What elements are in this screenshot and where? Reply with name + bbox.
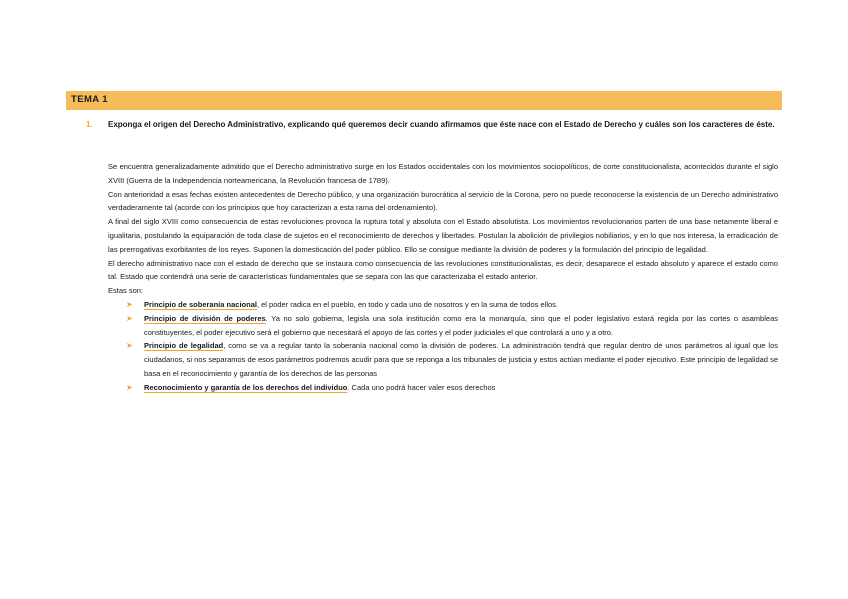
principle-term: Principio de división de poderes [144, 313, 266, 323]
answer-paragraph: Estas son: [108, 286, 144, 296]
arrow-right-icon: ➤ [126, 313, 133, 323]
principle-term: Principio de soberanía nacional [144, 299, 257, 309]
arrow-right-icon: ➤ [126, 299, 133, 309]
list-item [126, 312, 778, 340]
answer-paragraph: A final del siglo XVIII como consecuencia de estas revoluciones provoca la ruptura total y absoluta con el Estado absolutista. Los movimientos revolucionarios parten de una base netamente liberal e igualitaria, postulando la equiparación de toda clase de sujetos en el reconocimiento de derechos y libertades. Postulan la abolición de privilegios nobiliarios, y en lo que nos interesa, la erradicación de las prerrogativas exorbitantes de los reyes. Suponen la domesticación del poder público. Ello se consigue mediante la división de poderes y la formulación del principio de legalidad. [108, 217, 778, 254]
principle-term: Principio de legalidad [144, 341, 224, 351]
answer-paragraph: El derecho administrativo nace con el estado de derecho que se instaura como consecuencia de las revoluciones constitucionalistas, es decir, desaparece el estado absoluto y aparece el estado como tal. Estado que contendrá una serie de características fundamentales que se separa con las que caracterizaba el estado anterior. [108, 258, 778, 282]
answer-paragraph: Con anterioridad a esas fechas existen antecedentes de Derecho público, y una organización burocrática al servicio de la Corona, pero no puede reconocerse la existencia de un Derecho administrativo verdaderamente tal (acorde con los principios que hoy caracterizan a esta rama del ordenamiento). [108, 189, 778, 213]
arrow-right-icon: ➤ [126, 382, 133, 392]
list-item [126, 381, 778, 395]
arrow-right-icon: ➤ [126, 341, 133, 351]
question-text: Exponga el origen del Derecho Administrativo, explicando qué queremos decir cuando afirmamos que éste nace con el Estado de Derecho y cuáles son los caracteres de éste. [108, 120, 775, 129]
principle-text: . Cada uno podrá hacer valer esos derechos [347, 382, 496, 392]
list-item [126, 298, 778, 312]
principle-term: Reconocimiento y garantía de los derechos del individuo [144, 382, 348, 392]
principle-text: , el poder radica en el pueblo, en todo y cada uno de nosotros y en la suma de todos ellos. [256, 299, 558, 309]
list-item [126, 339, 778, 380]
question-number: 1. [86, 120, 93, 129]
section-title: TEMA 1 [71, 94, 108, 105]
question-block [88, 118, 778, 132]
answer-block [108, 160, 778, 395]
section-header-bar [66, 91, 782, 110]
principle-text: . Ya no solo gobierna, legisla una sola institución como era la monarquía, sino que el poder legislativo estará regida por las cortes o asambleas constituyentes, el poder ejecutivo será el gobierno que necesitará el apoyo de las cortes y el poder judiciales el que controlará a uno y a otro. [144, 313, 778, 337]
answer-paragraph: Se encuentra generalizadamente admitido que el Derecho administrativo surge en los Estados occidentales con los movimientos sociopolíticos, de corte constitucionalista, acontecidos durante el siglo XVIII (Guerra de la Independencia norteamericana, la Revolución francesa de 1789). [108, 162, 778, 185]
principle-text: , como se va a regular tanto la soberanía nacional como la división de poderes. La administración tendrá que regular dentro de unos parámetros al igual que los ciudadanos, si nos separamos de esos parámetros podremos acudir para que se reponga a los tribunales de justicia y estos actúan mediante el poder ejecutivo. Este principio de legalidad se basa en el reconocimiento y garantía de los derechos de las personas [144, 341, 778, 378]
principles-list [108, 298, 778, 395]
